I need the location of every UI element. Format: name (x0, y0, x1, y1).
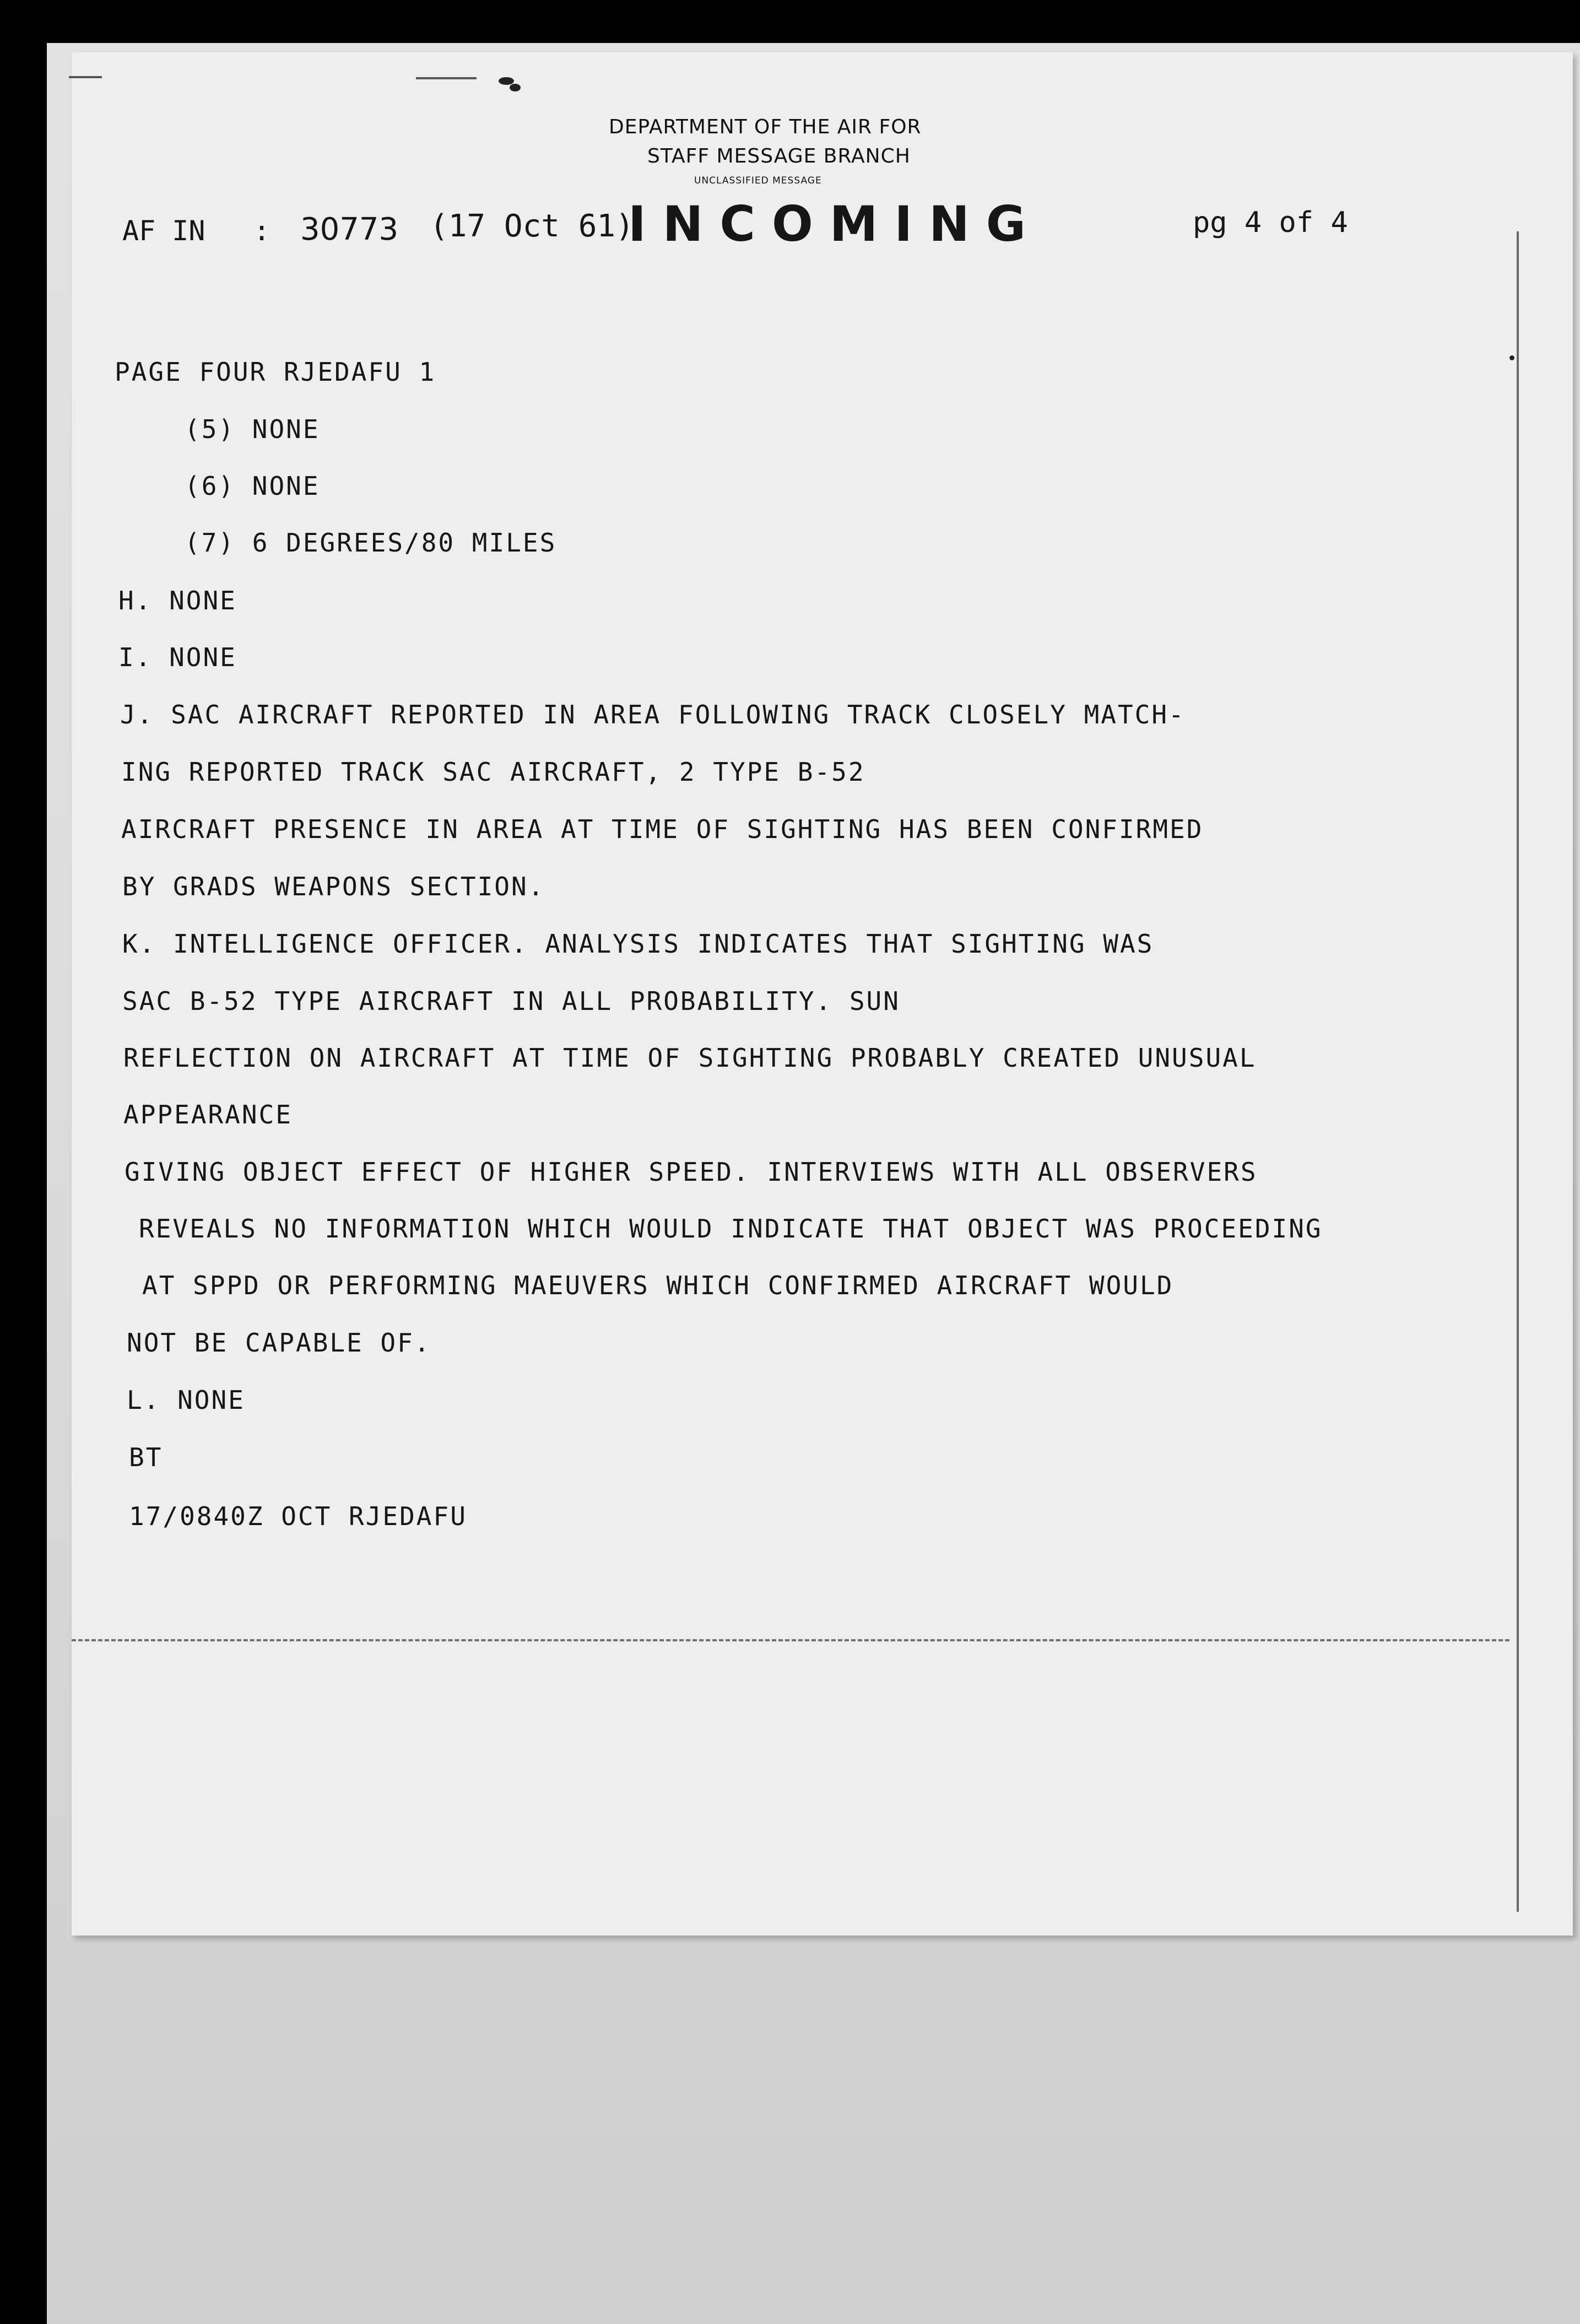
body-line: AIRCRAFT PRESENCE IN AREA AT TIME OF SIGHTING HAS BEEN CONFIRMED (121, 814, 1204, 844)
body-line: L. NONE (127, 1385, 245, 1415)
body-line: REFLECTION ON AIRCRAFT AT TIME OF SIGHTING PROBABLY CREATED UNUSUAL (123, 1043, 1257, 1073)
body-line: PAGE FOUR RJEDAFU 1 (115, 357, 436, 387)
body-line: BY GRADS WEAPONS SECTION. (122, 872, 545, 901)
incoming-title: INCOMING (628, 196, 1042, 252)
body-line: AT SPPD OR PERFORMING MAEUVERS WHICH CONFIRMED AIRCRAFT WOULD (142, 1271, 1174, 1300)
body-line: (7) 6 DEGREES/80 MILES (185, 528, 557, 558)
sheet-right-edge (1517, 231, 1519, 1912)
body-line: NOT BE CAPABLE OF. (127, 1328, 431, 1358)
af-in-label: AF IN (122, 215, 205, 247)
body-line: SAC B-52 TYPE AIRCRAFT IN ALL PROBABILITY. SUN (122, 986, 900, 1016)
body-line: BT (129, 1442, 163, 1472)
af-in-number: 30773 (300, 212, 399, 247)
body-line: H. NONE (118, 586, 237, 615)
ink-speck (510, 84, 521, 91)
branch-heading: STAFF MESSAGE BRANCH (647, 145, 911, 167)
body-line: 17/0840Z OCT RJEDAFU (129, 1501, 467, 1531)
page-indicator: pg 4 of 4 (1193, 206, 1348, 239)
body-line: J. SAC AIRCRAFT REPORTED IN AREA FOLLOWING TRACK CLOSELY MATCH- (120, 700, 1186, 729)
body-line: GIVING OBJECT EFFECT OF HIGHER SPEED. INTERVIEWS WITH ALL OBSERVERS (125, 1157, 1258, 1187)
department-heading: DEPARTMENT OF THE AIR FOR (609, 116, 922, 138)
message-date: (17 Oct 61) (430, 208, 634, 244)
body-line: (5) NONE (185, 414, 320, 444)
top-dash-mark (416, 77, 477, 79)
body-line: APPEARANCE (123, 1100, 293, 1129)
classification-label: UNCLASSIFIED MESSAGE (694, 175, 822, 186)
body-line: I. NONE (118, 642, 237, 672)
body-line: K. INTELLIGENCE OFFICER. ANALYSIS INDICATES THAT SIGHTING WAS (122, 929, 1154, 959)
top-dash-mark (69, 76, 102, 78)
body-line: REVEALS NO INFORMATION WHICH WOULD INDICATE THAT OBJECT WAS PROCEEDING (139, 1214, 1323, 1244)
body-line: ING REPORTED TRACK SAC AIRCRAFT, 2 TYPE B-52 (121, 757, 865, 787)
ink-speck (1509, 355, 1514, 360)
tear-line (72, 1639, 1509, 1641)
body-line: (6) NONE (185, 471, 320, 501)
ink-speck (499, 77, 514, 85)
af-in-separator: : (253, 215, 270, 247)
